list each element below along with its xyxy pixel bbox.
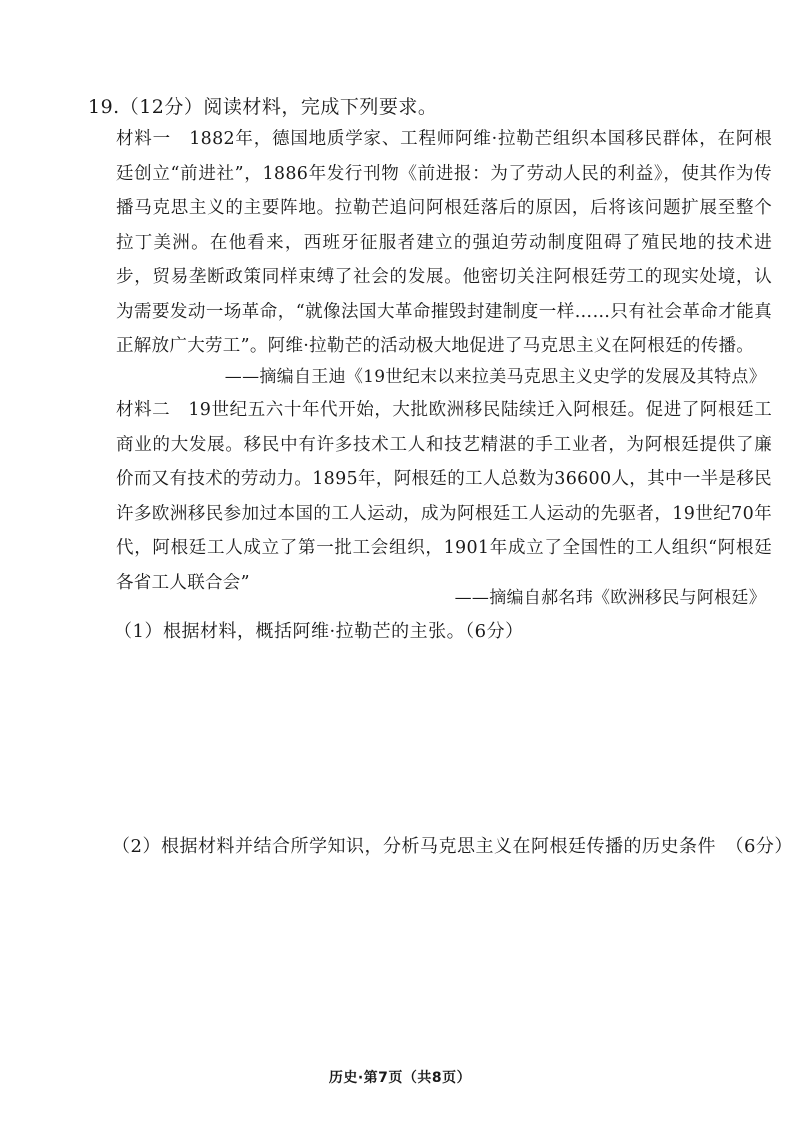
- material-2-source: ——摘编自郝名玮《欧洲移民与阿根廷》: [454, 588, 766, 608]
- page-footer: 历史·第7页（共8页）: [328, 1070, 472, 1086]
- material-2-text: 材料二 19世纪五六十年代开始，大批欧洲移民陆续迁入阿根廷。促进了阿根廷工商业的大发展。移民中有许多技术工人和技艺精湛的手工业者，为阿根廷提供了廉价而又有技术的劳动力。1895年，阿根廷的工人总数为36600人，其中一半是移民许多欧洲移民参加过本国的工人运动，成为阿根廷工人运动的先驱者，19世纪70年代，阿根廷工人成立了第一批工会组织，1901年成立了全国性的工人组织“阿根廷各省工人联合会”: [116, 400, 772, 593]
- question-header: 19.（12分）阅读材料，完成下列要求。: [88, 96, 438, 118]
- material-1-text: 材料一 1882年，德国地质学家、工程师阿维·拉勒芒组织本国移民群体，在阿根廷创立“前进社”，1886年发行刊物《前进报：为了劳动人民的利益》，使其作为传播马克思主义的主要阵地。拉勒芒追问阿根廷落后的原因，后将该问题扩展至整个拉丁美洲。在他看来，西班牙征服者建立的强迫劳动制度阻碍了殖民地的技术进步，贸易垄断政策同样束缚了社会的发展。他密切关注阿根廷劳工的现实处境，认为需要发动一场革命，“就像法国大革命摧毁封建制度一样……只有社会革命才能真正解放广大劳工”。阿维·拉勒芒的活动极大地促进了马克思主义在阿根廷的传播。: [116, 129, 772, 356]
- material-1-source: ——摘编自王迪《19世纪末以来拉美马克思主义史学的发展及其特点》: [224, 367, 766, 387]
- sub-question-2: （2）根据材料并结合所学知识，分析马克思主义在阿根廷传播的历史条件 （6分）: [112, 836, 793, 857]
- sub-question-1: （1）根据材料，概括阿维·拉勒芒的主张。（6分）: [114, 621, 524, 642]
